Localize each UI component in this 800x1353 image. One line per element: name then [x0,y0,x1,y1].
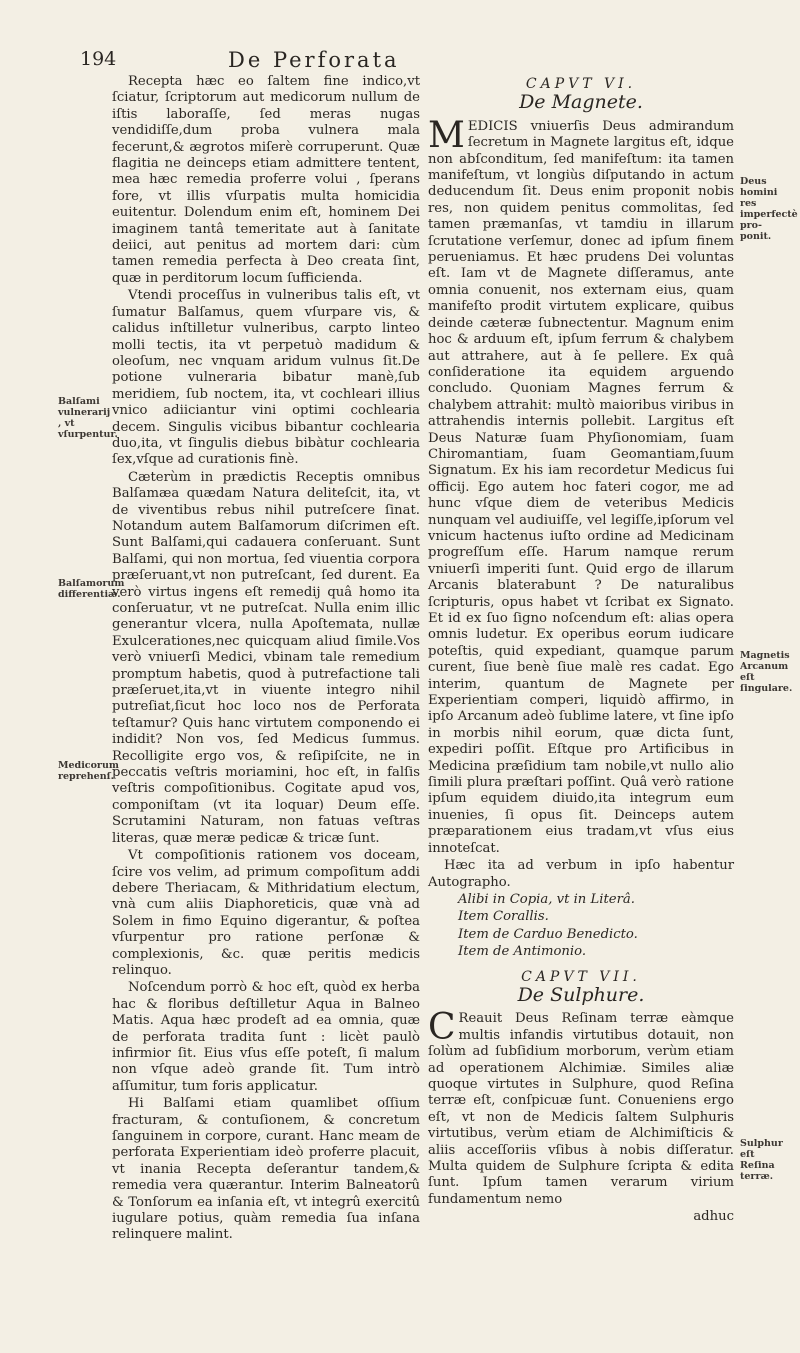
margin-note-sulphur: Sulphur eſt Reſina terræ. [740,1138,783,1182]
chapter-title: De Sulphure. [517,983,645,1006]
paragraph-text: EDICIS vniuerſis Deus admirandum ſecretum in Magnete largitus eſt, idque non abſconditum, ſed manifeſtum: ita tamen manifeſtum, vt longiùs diſputando in actum deducendum ſit. Deus enim proponit nobis res, non quidem penitus commolitas, ſed tamen præmanſas, vt tamdiu in illarum ſcrutatione verſemur, donec ad ipſum finem perueniamus. Et hæc prudens Dei voluntas eſt. Iam vt de Magnete diſſeramus, ante omnia conuenit, nos externam eius, quam manifeſto prodit virtutem explicare, quibus deinde cæteræ ſubnectentur. Magnum enim hoc & arduum eſt, ipſum ferrum & chalybem aut attrahere, aut à ſe pellere. Ex quâ conſideratione ita equidem arguendo concludo. Quoniam Magnes ferrum & chalybem attrahit: multò maioribus viribus in attrahendis internis pollebit. Largitus eſt Deus Naturæ ſuam Phyſionomiam, ſuam Chiromantiam, ſuam Geomantiam,ſuum Signatum. Ex his iam recordetur Medicus ſui officij. Ego autem hoc fateri cogor, me ad hunc vſque diem de veteribus Medicis nunquam vel audiuiſſe, vel legiſſe,ipſorum vel vnicum hactenus iuſto ordine ad Medicinam progreſſum eſſe. Harum namque rerum vniuerſi imperiti ſunt. Quid ergo de illarum Arcanis blaterabunt ? De naturalibus ſcripturis, opus habet vt ſcribat ex Signato. Et id ex ſuo ſigno noſcendum eſt: alias opera omnis ludetur. Ex operibus eorum iudicare poteſtis, quid expediant, quamque parum curent, ſiue benè ſiue malè res cadat. Ego interim, quantum de Magnete per Experientiam comperi, liquidò affirmo, in ipſo Arcanum adeò ſublime latere, vt ſine ipſo in morbis nihil eorum, quæ dicta ſunt, expediri poſſit. Eſtque pro Artificibus in Medicina præſidium tam nobile,vt nullo alio ſimili plura præſtari poſſint. Quâ verò ratione ipſum equidem diuido,ita integrum eum inuenies, ſi opus ſit. Deinceps autem præparationem eius tradam,vt vſus eius innoteſcat. [428,118,734,856]
catchword: adhuc [693,1209,734,1225]
page-number: 194 [80,48,117,70]
paragraph: Recepta hæc eo ſaltem fine indico,vt ſciatur, ſcriptorum aut medicorum nullum de iſtis laboraſſe, ſed meras nugas vendidiſſe,dum proba vulnera mala fecerunt,& ægrotos miſerè corruperunt. Quæ flagitia ne deinceps etiam admittere tentent, mea hæc remedia proferre volui , ſperans fore, vt illis vſurpatis multa homicidia euitentur. Dolendum enim eſt, hominem Dei imaginem tantâ temeritate aut à ſanitate deiici, aut penitus ad mortem dari: cùm tamen remedia perfecta à Deo creata ſint, quæ in perditorum locum ſufficienda. [112,74,420,286]
quote-line: Item Corallis. [458,909,549,925]
margin-note-magnetis: Magnetis Arcanum eſt ſingulare. [740,650,793,694]
paragraph: Noſcendum porrò & hoc eſt, quòd ex herba hac & floribus deſtilletur Aqua in Balneo Matis. Aqua hæc prodeſt ad ea omnia, quæ de perforata tradita ſunt : licèt paulò infirmior ſit. Eius vſus eſſe poteſt, ſi malum non vſque adeò grande ſit. Tum intrò aſſumitur, tum foris applicatur. [112,980,420,1094]
chapter-heading: CAPVT VII. [521,968,641,985]
paragraph-text: Reauit Deus Reſinam terræ eàmque multis infandis virtutibus dotauit, non ſolùm ad ſubſidium morborum, verùm etiam ad operationem Alchimiæ. Similes aliæ quoque virtutes in Sulphure, quod Reſina terræ eſt, conſpicuæ ſunt. Conueniens ergo eſt, vt non de Medicis ſaltem Sulphuris virtutibus, verùm etiam de Alchimiſticis & aliis acceſſoriis vſibus à nobis diſſeratur. Multa quidem de Sulphure ſcripta & edita ſunt. Ipſum tamen verarum virium fundamentum nemo [428,1011,734,1207]
left-column [112,74,420,1244]
paragraph [428,114,734,857]
chapter-heading: CAPVT VI. [525,76,637,92]
right-column [428,74,734,1226]
margin-note-balsamorum: Balſamorum differentiæ. [58,578,125,600]
paragraph: Cæterùm in prædictis Receptis omnibus Balſamæa quædam Natura deliteſcit, ita, vt de viventibus rebus nihil putreſcere ſinat. Notandum autem Balſamorum diſcrimen eſt. Sunt Balſami,qui cadauera conſeruant. Sunt Balſami, qui non mortua, ſed viuentia corpora præſeruant,vt non putreſcant, ſed durent. Ea verò virtus ingens eſt remedij quâ homo ita conſeruatur, vt ne putreſcat. Nulla enim illic generantur vlcera, nulla Apoſtemata, nullæ Exulcerationes,nec quicquam aliud ſimile.Vos verò vniuerſi Medici, vbinam tale remedium promptum habetis, quod à putrefactione tali præſeruet,ita,vt in viuente integro nihil putreſiat,ſicut hoc loco nos de Perforata teſtamur? Quis hanc virtutem componendo ei indidit? Non vos, ſed Medicus ſummus. Recolligite ergo vos, & reſipiſcite, ne in peccatis veſtris moriamini, hoc eſt, in falſis veſtris compoſitionibus. Cogitate apud vos, componiſtam (vt ita loquar) Deum eſſe. Scrutamini Naturam, non fatuas veſtras literas, quæ meræ pedicæ & tricæ ſunt. [112,469,420,846]
chapter-title: De Magnete. [519,91,643,114]
margin-note-balsami: Balſami vulnerarij , vt vſurpentur. [58,396,118,440]
margin-note-medicorum: Medicorum reprehenſ. [58,760,119,782]
drop-cap: M [428,114,465,156]
drop-cap: C [428,1007,456,1049]
margin-note-deus: Deus homini res imperfectè proponit. [740,176,798,242]
running-title: De Perforata [228,48,400,72]
paragraph: Vtendi proceſſus in vulneribus talis eſt, vt ſumatur Balſamus, quem vſurpare vis, & calidus inſtilletur vulneribus, carpto linteo molli tectis, ita vt perpetuò madidum & oleoſum, nec vnquam aridum vulnus ſit.De potione vulneraria bibatur manè,ſub meridiem, ſub noctem, ita, vt cochleari illius vnico adiiciantur vini optimi cochlearia decem. Singulis vicibus bibantur cochlearia duo,ita, vt ſingulis diebus bibàtur cochlearia ſex,vſque ad curationis finè. [112,288,420,468]
paragraph: Vt compoſitionis rationem vos doceam, ſcire vos velim, ad primum compoſitum addi debere Theriacam, & Mithridatium electum, vnà cum aliis Diaphoreticis, quæ vnà ad Solem in fimo Equino digerantur, & poſtea vſurpentur pro ratione perſonæ & complexionis, &c. quæ peritis medicis relinquo. [112,848,420,978]
paragraph: Hæc ita ad verbum in ipſo habentur Autographo. [428,858,734,890]
quote-line: Item de Carduo Benedicto. [458,926,638,942]
paragraph [428,1007,734,1208]
paragraph: Hi Balſami etiam quamlibet oſſium fracturam, & contuſionem, & concretum ſanguinem in corpore, curant. Hanc meam de perforata Experientiam ideò proferre placuit, vt inania Recepta deſerantur tandem,& remedia vera quærantur. Interim Balneatorû & Tonſorum ea inſania eſt, vt integrû exercitû iugulare potius, quàm remedia ſua inſana relinquere malint. [112,1096,420,1243]
quote-line: Item de Antimonio. [458,944,587,960]
quote-line: Alibi in Copia, vt in Literâ. [458,891,635,907]
